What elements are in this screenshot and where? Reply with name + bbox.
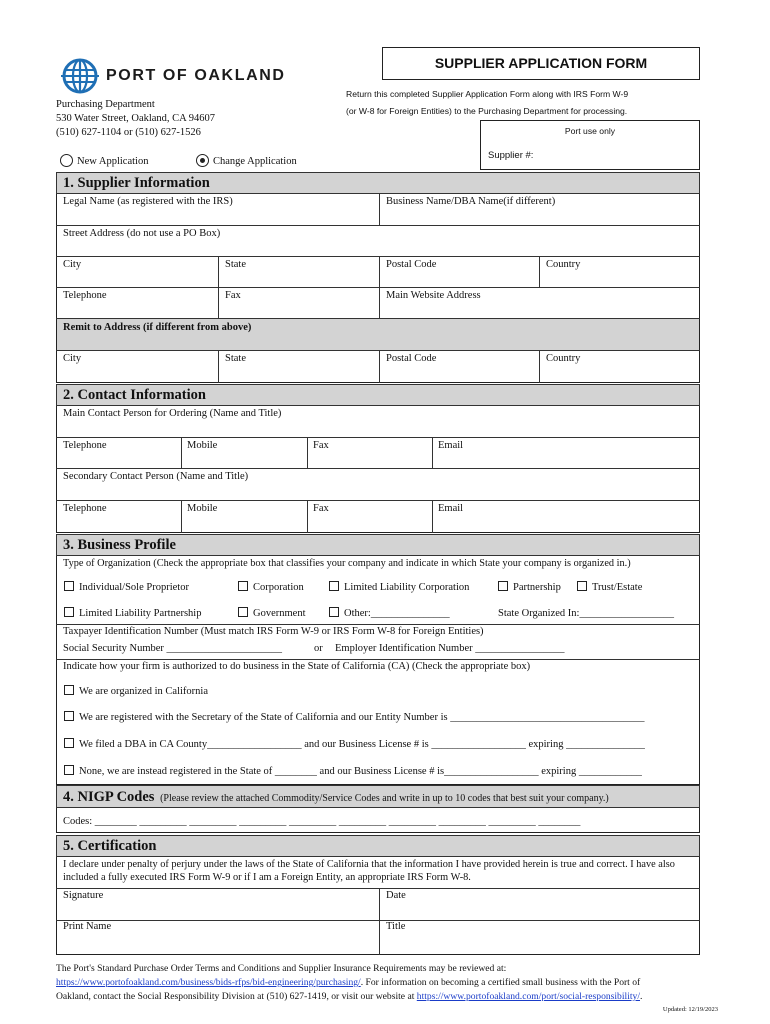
checkbox-icon	[64, 711, 74, 721]
purchasing-link[interactable]: https://www.portofoakland.com/business/bids-rfps/bid-engineering/purchasing/	[56, 977, 361, 988]
main-telephone-field[interactable]: Telephone	[63, 440, 107, 451]
checkbox-icon	[498, 581, 508, 591]
ca-option-4[interactable]	[64, 765, 642, 777]
main-fax-field[interactable]: Fax	[313, 440, 329, 451]
section-5-header: 5. Certification	[56, 835, 700, 857]
main-mobile-field[interactable]: Mobile	[187, 440, 218, 451]
opt-llc[interactable]	[329, 581, 469, 593]
footer-text	[56, 962, 726, 1004]
or-text: or	[314, 643, 323, 654]
tin-label: Taxpayer Identification Number (Must match IRS Form W-9 or IRS Form W-8 for Foreign Entities)	[63, 626, 484, 637]
remit-postal-code-field[interactable]: Postal Code	[386, 353, 437, 364]
change-application-label: Change Application	[213, 156, 297, 167]
secondary-email-field[interactable]: Email	[438, 503, 464, 514]
checkbox-icon	[64, 607, 74, 617]
ca-option-3-label: We filed a DBA in CA County__________________ and our Business License # is __________________ expiring _______________	[79, 739, 645, 750]
new-application-option[interactable]	[60, 154, 148, 167]
supplier-number-label: Supplier #:	[488, 150, 534, 161]
checkbox-icon	[329, 581, 339, 591]
opt-llc-label: Limited Liability Corporation	[344, 582, 470, 593]
telephone-field[interactable]: Telephone	[63, 290, 107, 301]
print-name-field[interactable]: Print Name	[63, 921, 112, 932]
opt-government[interactable]	[238, 607, 306, 619]
port-logo	[58, 58, 298, 94]
signature-field[interactable]: Signature	[63, 890, 104, 901]
opt-individual[interactable]	[64, 581, 189, 593]
department-address: 530 Water Street, Oakland, CA 94607	[56, 113, 216, 124]
certification-declaration: I declare under penalty of perjury under the laws of the State of California that the information I have provided herein is true and correct. I have also included a fully executed IRS Form W-9 or if I am a Foreign Entity, an appropriate IRS Form W-8.	[63, 859, 675, 883]
dba-name-field[interactable]: Business Name/DBA Name(if different)	[386, 196, 556, 207]
checkbox-icon	[64, 738, 74, 748]
remit-heading-label: Remit to Address (if different from above)	[63, 322, 252, 333]
opt-other-label: Other:_______________	[344, 608, 450, 619]
instruction-line-1: Return this completed Supplier Application Form along with IRS Form W-9	[346, 89, 629, 99]
opt-government-label: Government	[253, 608, 306, 619]
remit-state-field[interactable]: State	[225, 353, 246, 364]
state-field[interactable]: State	[225, 259, 246, 270]
footer-line-1: The Port's Standard Purchase Order Terms and Conditions and Supplier Insurance Requirements may be reviewed at:	[56, 963, 507, 974]
remit-country-field[interactable]: Country	[546, 353, 581, 364]
city-field[interactable]: City	[63, 259, 82, 270]
department-name: Purchasing Department	[56, 99, 155, 110]
ca-option-2[interactable]	[64, 711, 644, 723]
checkbox-icon	[64, 765, 74, 775]
checkbox-icon	[577, 581, 587, 591]
secondary-contact-field[interactable]: Secondary Contact Person (Name and Title)	[63, 471, 249, 482]
ca-option-4-label: None, we are instead registered in the State of ________ and our Business License # is__________________ expiring ____________	[79, 766, 642, 777]
footer-line-2: . For information on becoming a certified small business with the Port of	[360, 977, 641, 988]
ca-option-2-label: We are registered with the Secretary of the State of California and our Entity Number is _____________________________________	[79, 712, 645, 723]
logo-text: PORT OF OAKLAND	[106, 67, 286, 84]
instruction-line-2: (or W-8 for Foreign Entities) to the Purchasing Department for processing.	[346, 106, 628, 116]
fax-field[interactable]: Fax	[225, 290, 241, 301]
secondary-mobile-field[interactable]: Mobile	[187, 503, 218, 514]
title-field[interactable]: Title	[386, 921, 406, 932]
main-email-field[interactable]: Email	[438, 440, 464, 451]
checkbox-icon	[329, 607, 339, 617]
opt-llp-label: Limited Liability Partnership	[79, 608, 202, 619]
footer-line-3: Oakland, contact the Social Responsibility Division at (510) 627-1419, or visit our website at	[56, 991, 415, 1002]
ca-instruction: Indicate how your firm is authorized to do business in the State of California (CA) (Check the appropriate box)	[63, 661, 531, 672]
postal-code-field[interactable]: Postal Code	[386, 259, 437, 270]
opt-llp[interactable]	[64, 607, 201, 619]
main-contact-field[interactable]: Main Contact Person for Ordering (Name and Title)	[63, 408, 282, 419]
checkbox-icon	[64, 581, 74, 591]
website-field[interactable]: Main Website Address	[386, 290, 481, 301]
section-1-header: 1. Supplier Information	[56, 172, 700, 194]
section-4-subtitle: (Please review the attached Commodity/Service Codes and write in up to 10 codes that best suit your company.)	[160, 793, 609, 804]
checkbox-icon	[64, 685, 74, 695]
globe-icon	[58, 58, 102, 94]
ca-option-3[interactable]	[64, 738, 645, 750]
department-phones: (510) 627-1104 or (510) 627-1526	[56, 127, 201, 138]
opt-trust-label: Trust/Estate	[592, 582, 643, 593]
section-3-header: 3. Business Profile	[56, 534, 700, 556]
radio-checked-icon	[196, 154, 209, 167]
opt-corporation[interactable]	[238, 581, 304, 593]
opt-partnership[interactable]	[498, 581, 561, 593]
country-field[interactable]: Country	[546, 259, 581, 270]
updated-date: Updated: 12/19/2023	[662, 1006, 718, 1013]
opt-individual-label: Individual/Sole Proprietor	[79, 582, 189, 593]
section-1-body	[56, 194, 700, 383]
checkbox-icon	[238, 581, 248, 591]
nigp-codes-field[interactable]: Codes: ________ _________ _________ _________ _________ _________ _________ _________ _________ ________	[63, 816, 581, 827]
new-application-label: New Application	[77, 156, 149, 167]
opt-other[interactable]	[329, 607, 450, 619]
secondary-fax-field[interactable]: Fax	[313, 503, 329, 514]
street-address-field[interactable]: Street Address (do not use a PO Box)	[63, 228, 221, 239]
org-type-instruction: Type of Organization (Check the appropriate box that classifies your company and indicate in which State your company is organized in.)	[63, 558, 631, 569]
ca-option-1-label: We are organized in California	[79, 686, 208, 697]
change-application-option[interactable]	[196, 154, 297, 167]
section-4-header	[56, 785, 700, 808]
opt-partnership-label: Partnership	[513, 582, 561, 593]
legal-name-field[interactable]: Legal Name (as registered with the IRS)	[63, 196, 233, 207]
ein-field[interactable]: Employer Identification Number _________________	[335, 643, 565, 654]
secondary-telephone-field[interactable]: Telephone	[63, 503, 107, 514]
ssn-field[interactable]: Social Security Number ______________________	[63, 643, 283, 654]
state-organized-field[interactable]: State Organized In:__________________	[498, 608, 674, 619]
section-2-body	[56, 406, 700, 533]
opt-corporation-label: Corporation	[253, 582, 304, 593]
section-2-header: 2. Contact Information	[56, 384, 700, 406]
remit-city-field[interactable]: City	[63, 353, 82, 364]
ca-option-1[interactable]	[64, 685, 208, 697]
section-4-title: 4. NIGP Codes	[63, 789, 155, 805]
form-title: SUPPLIER APPLICATION FORM	[434, 55, 648, 71]
radio-unchecked-icon	[60, 154, 73, 167]
footer-line-3-end: .	[639, 991, 643, 1002]
date-field[interactable]: Date	[386, 890, 406, 901]
opt-trust[interactable]	[577, 581, 642, 593]
port-use-only-label: Port use only	[564, 126, 616, 136]
social-responsibility-link[interactable]: https://www.portofoakland.com/port/social-responsibility/	[416, 991, 640, 1002]
checkbox-icon	[238, 607, 248, 617]
